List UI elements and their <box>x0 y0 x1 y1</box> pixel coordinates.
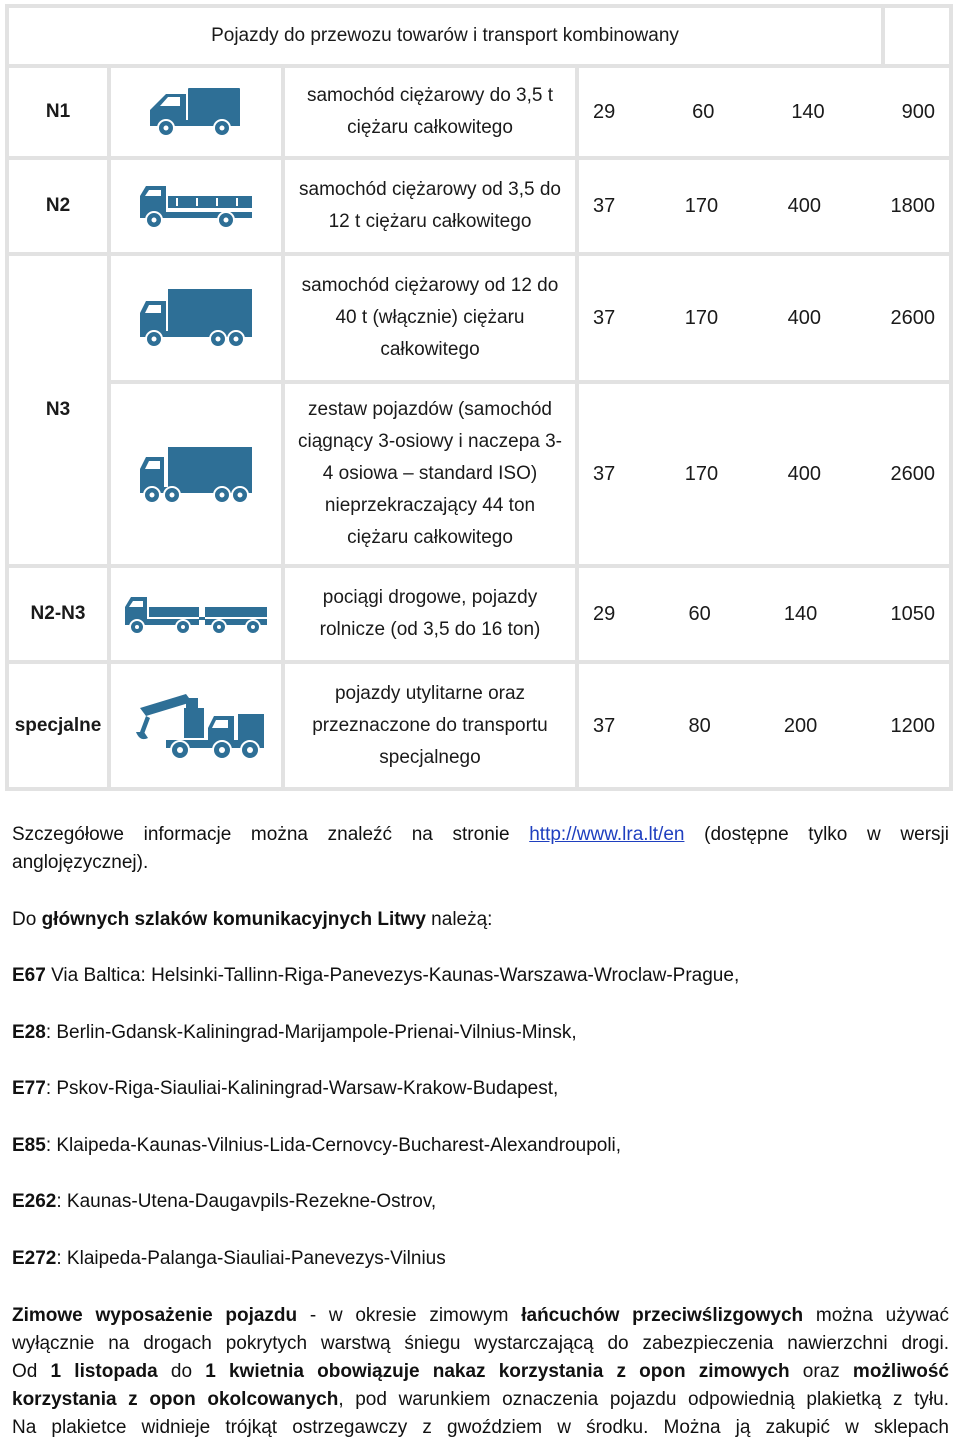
route-text: : Pskov-Riga-Siauliai-Kaliningrad-Warsaw-Krakow-Budapest, <box>45 1078 559 1099</box>
vehicle-table <box>5 4 953 791</box>
table-row-category: specjalne <box>9 664 107 787</box>
lra-link[interactable]: http://www.lra.lt/en <box>529 824 685 845</box>
table-row-description: samochód ciężarowy od 12 do 40 t (włącznie) ciężaru całkowitego <box>285 256 575 380</box>
info-paragraph <box>12 821 949 849</box>
table-row-icon-cell <box>111 160 281 252</box>
route-item <box>12 1188 949 1216</box>
table-row-description: zestaw pojazdów (samochód ciągnący 3-osiowy i naczepa 3-4 osiowa – standard ISO) nieprzekraczający 44 ton ciężaru całkowitego <box>285 384 575 564</box>
winter-equipment-label: Zimowe wyposażenie pojazdu <box>12 1305 298 1326</box>
flatbed-truck-icon <box>136 182 256 230</box>
table-row-values <box>579 664 949 787</box>
route-text: : Kaunas-Utena-Daugavpils-Rezekne-Ostrov, <box>56 1191 437 1212</box>
value-cell: 140 <box>791 101 825 123</box>
route-item <box>12 1245 949 1273</box>
table-row-icon-cell <box>111 384 281 564</box>
value-cell: 170 <box>684 463 719 485</box>
semi-trailer-icon <box>136 443 256 505</box>
table-row-description: pociągi drogowe, pojazdy rolnicze (od 3,5 do 16 ton) <box>285 568 575 660</box>
route-text: : Klaipeda-Kaunas-Vilnius-Lida-Cernovcy-Bucharest-Alexandroupoli, <box>45 1135 622 1156</box>
winter-line-1 <box>12 1302 949 1330</box>
winter-line-4 <box>12 1386 949 1414</box>
table-row-category: N2 <box>9 160 107 252</box>
route-item <box>12 1075 949 1103</box>
route-code: E28 <box>12 1022 46 1043</box>
value-cell: 37 <box>593 463 616 485</box>
studded-tyres-label: korzystania z opon okolcowanych <box>12 1389 339 1410</box>
value-cell: 37 <box>593 195 616 217</box>
winter-line-5: Na plakietce widnieje trójkąt ostrzegawczy z gwoździem w środku. Można ją zakupić w sklepach <box>12 1417 949 1438</box>
snow-chains-label: łańcuchów przeciwślizgowych <box>521 1305 804 1326</box>
value-cell: 140 <box>783 603 818 625</box>
box-truck-icon <box>136 287 256 349</box>
info-suffix: (dostępne tylko w wersji <box>704 824 949 845</box>
table-row-values <box>579 68 949 156</box>
routes-intro-post: należą: <box>425 909 493 930</box>
info-prefix: Szczegółowe informacje można znaleźć na stronie <box>12 824 510 845</box>
routes-intro-bold: głównych szlaków komunikacyjnych Litwy <box>41 909 426 930</box>
table-row-icon-cell <box>111 568 281 660</box>
value-cell: 60 <box>688 603 711 625</box>
winter-line-3 <box>12 1358 949 1386</box>
route-text: Via Baltica: Helsinki-Tallinn-Riga-Panevezys-Kaunas-Warszawa-Wroclaw-Prague, <box>45 965 740 986</box>
route-code: E272 <box>12 1248 57 1269</box>
value-cell: 170 <box>684 307 719 329</box>
value-cell: 2600 <box>890 307 935 329</box>
table-row-values <box>579 384 949 564</box>
info-paragraph-line2: anglojęzycznej). <box>12 852 149 873</box>
table-row-category: N2-N3 <box>9 568 107 660</box>
van-icon <box>146 86 246 138</box>
table-row-icon-cell <box>111 256 281 380</box>
value-cell: 400 <box>787 195 821 217</box>
value-cell: 170 <box>684 195 719 217</box>
route-code: E85 <box>12 1135 46 1156</box>
winter-tyres-rule: 1 kwietnia obowiązuje nakaz korzystania z opon zimowych <box>205 1361 790 1382</box>
table-row-category: N3 <box>9 256 107 564</box>
route-text: : Berlin-Gdansk-Kaliningrad-Marijampole-Prienai-Vilnius-Minsk, <box>45 1022 577 1043</box>
routes-intro <box>12 906 949 934</box>
table-row-icon-cell <box>111 664 281 787</box>
value-cell: 1050 <box>890 603 935 625</box>
route-code: E67 <box>12 965 46 986</box>
winter-text: Od <box>12 1361 51 1382</box>
value-cell: 1200 <box>890 714 935 737</box>
route-code: E262 <box>12 1191 57 1212</box>
value-cell: 80 <box>688 714 711 737</box>
winter-text: do <box>157 1361 206 1382</box>
table-row-values <box>579 256 949 380</box>
date-from: 1 listopada <box>50 1361 158 1382</box>
value-cell: 60 <box>692 101 715 123</box>
winter-text: , pod warunkiem oznaczenia pojazdu odpowiednią plakietką z tyłu. <box>338 1389 949 1410</box>
winter-text: oraz <box>789 1361 853 1382</box>
table-row-description: samochód ciężarowy od 3,5 do 12 t ciężaru całkowitego <box>285 160 575 252</box>
table-row-category: N1 <box>9 68 107 156</box>
table-row-icon-cell <box>111 68 281 156</box>
value-cell: 400 <box>787 307 821 329</box>
value-cell: 900 <box>901 101 935 123</box>
route-item <box>12 962 949 990</box>
value-cell: 400 <box>787 463 821 485</box>
value-cell: 2600 <box>890 463 935 485</box>
winter-line-2: wyłącznie na drogach pokrytych warstwą śniegu wystarczającą do zabezpieczenia nawierzchni drogi. <box>12 1333 949 1354</box>
winter-text: - w okresie zimowym <box>297 1305 522 1326</box>
value-cell: 1800 <box>890 195 935 217</box>
value-cell: 29 <box>593 101 616 123</box>
road-train-icon <box>123 593 269 635</box>
value-cell: 37 <box>593 307 616 329</box>
route-text: : Klaipeda-Palanga-Siauliai-Panevezys-Vilnius <box>56 1248 446 1269</box>
crane-truck-icon <box>126 688 266 764</box>
value-cell: 200 <box>783 714 818 737</box>
route-item <box>12 1132 949 1160</box>
table-row-description: pojazdy utylitarne oraz przeznaczone do transportu specjalnego <box>285 664 575 787</box>
routes-intro-pre: Do <box>12 909 42 930</box>
route-item <box>12 1019 949 1047</box>
table-title: Pojazdy do przewozu towarów i transport kombinowany <box>9 8 881 64</box>
table-row-description: samochód ciężarowy do 3,5 t ciężaru całkowitego <box>285 68 575 156</box>
value-cell: 37 <box>593 714 616 737</box>
title-right-cell <box>885 8 949 64</box>
value-cell: 29 <box>593 603 616 625</box>
studded-possibility: możliwość <box>852 1361 949 1382</box>
route-code: E77 <box>12 1078 46 1099</box>
table-row-values <box>579 160 949 252</box>
winter-text: można używać <box>803 1305 949 1326</box>
table-row-values <box>579 568 949 660</box>
